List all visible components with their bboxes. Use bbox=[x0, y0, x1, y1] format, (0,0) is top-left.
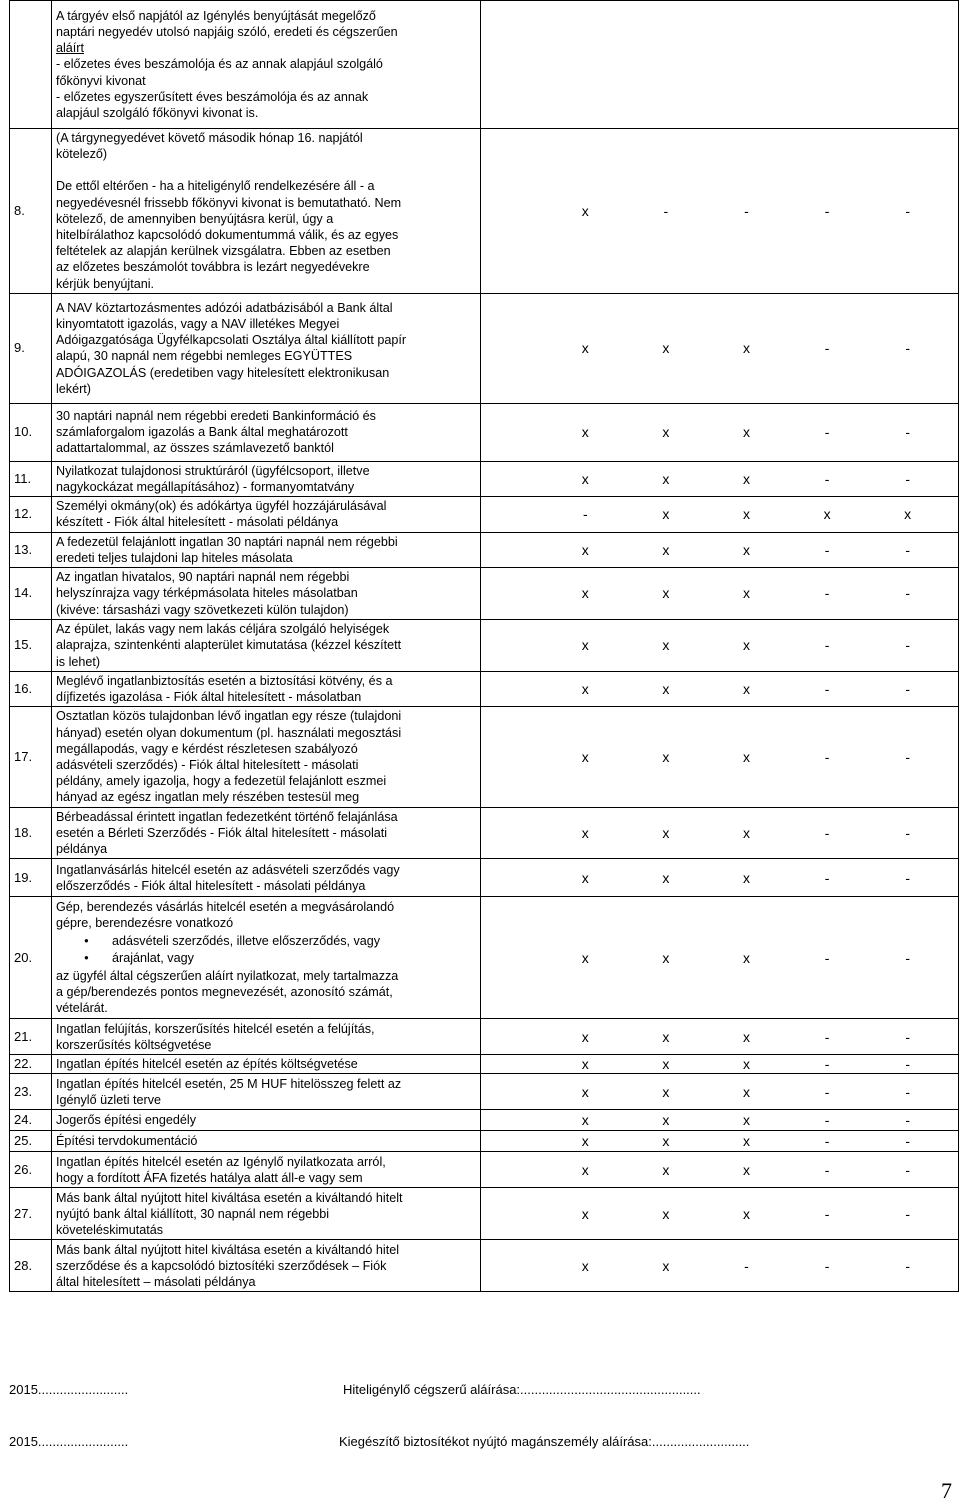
description-line: az ügyfél által cégszerűen aláírt nyilatkozat, mely tartalmazza bbox=[56, 968, 399, 983]
mark-cell: - bbox=[824, 1056, 830, 1073]
page-number: 7 bbox=[941, 1478, 952, 1503]
description-line: Meglévő ingatlanbiztosítás esetén a biztosítási kötvény, és a bbox=[56, 674, 393, 689]
mark-cell: x bbox=[742, 824, 750, 841]
row-description bbox=[52, 1188, 481, 1240]
row-number: 22. bbox=[10, 1055, 52, 1074]
mark-cell: x bbox=[742, 869, 750, 886]
mark-cell: - bbox=[905, 748, 910, 765]
description-line: Ingatlan felújítás, korszerűsítés hitelcél esetén a felújítás, bbox=[56, 1021, 375, 1036]
table-row bbox=[10, 532, 959, 567]
table-row bbox=[10, 707, 959, 807]
mark-cell: x bbox=[742, 340, 750, 357]
table-row bbox=[10, 497, 959, 532]
description-line: hányad az egész ingatlan mely részében testesül meg bbox=[56, 790, 360, 805]
mark-cell: - bbox=[824, 1112, 830, 1129]
mark-cell: - bbox=[824, 1083, 830, 1100]
description-line: helyszínrajza vagy térképmásolata hiteles másolatban bbox=[56, 586, 358, 601]
mark-cell: x bbox=[581, 1083, 589, 1100]
mark-cell: x bbox=[662, 1056, 670, 1073]
mark-cell: - bbox=[905, 1133, 910, 1150]
description-line: hányad) esetén olyan dokumentum (pl. használati megosztási bbox=[56, 725, 402, 740]
mark-cell: x bbox=[581, 1112, 589, 1129]
row-marks bbox=[481, 1055, 959, 1074]
mark-cell: x bbox=[662, 340, 670, 357]
row-description bbox=[52, 497, 481, 532]
row-number bbox=[10, 1, 52, 129]
mark-cell: x bbox=[581, 681, 589, 698]
row-number: 25. bbox=[10, 1131, 52, 1152]
mark-cell: x bbox=[581, 637, 589, 654]
mark-cell: - bbox=[824, 824, 830, 841]
table-row bbox=[10, 1240, 959, 1292]
table-row bbox=[10, 859, 959, 897]
row-marks bbox=[481, 461, 959, 496]
mark-cell: x bbox=[662, 1083, 670, 1100]
description-line: kötelező, de amennyiben benyújtásra kerül, úgy a bbox=[56, 211, 334, 226]
row-description bbox=[52, 1, 481, 129]
description-line: Nyilatkozat tulajdonosi struktúráról (ügyfélcsoport, illetve bbox=[56, 463, 370, 478]
mark-cell: - bbox=[824, 541, 830, 558]
row-number: 23. bbox=[10, 1074, 52, 1110]
description-line: Ingatlan építés hitelcél esetén az Igénylő nyilatkozata arról, bbox=[56, 1154, 386, 1169]
description-line: De ettől eltérően - ha a hiteligénylő rendelkezésére áll - a bbox=[56, 179, 375, 194]
mark-cell: - bbox=[582, 506, 588, 523]
description-line: Adóigazgatósága Ügyfélkapcsolati Osztálya által kiállított papír bbox=[56, 333, 407, 348]
description-line: vételárát. bbox=[56, 1001, 108, 1016]
row-number: 20. bbox=[10, 897, 52, 1019]
row-description bbox=[52, 620, 481, 672]
row-number: 19. bbox=[10, 859, 52, 897]
table-row bbox=[10, 403, 959, 461]
row-description bbox=[52, 1131, 481, 1152]
description-line: példány, amely igazolja, hogy a fedezetül felajánlott eszmei bbox=[56, 774, 387, 789]
mark-cell: x bbox=[742, 585, 750, 602]
description-line: kötelező) bbox=[56, 147, 108, 162]
mark-cell: x bbox=[662, 424, 670, 441]
description-line: Ingatlan építés hitelcél esetén, 25 M HUF hitelösszeg felett az bbox=[56, 1076, 402, 1091]
row-description bbox=[52, 403, 481, 461]
row-number: 14. bbox=[10, 568, 52, 620]
mark-cell: - bbox=[824, 1028, 830, 1045]
mark-cell: x bbox=[742, 1056, 750, 1073]
mark-cell: - bbox=[905, 949, 910, 966]
mark-cell: x bbox=[662, 1133, 670, 1150]
description-line: Más bank által nyújtott hitel kiváltása esetén a kiváltandó hitel bbox=[56, 1242, 400, 1257]
table-row bbox=[10, 897, 959, 1019]
mark-cell: x bbox=[662, 681, 670, 698]
bullet-list bbox=[96, 933, 476, 965]
mark-cell: x bbox=[662, 637, 670, 654]
mark-cell: x bbox=[742, 506, 750, 523]
mark-cell: x bbox=[742, 748, 750, 765]
table-row bbox=[10, 620, 959, 672]
row-description bbox=[52, 707, 481, 807]
mark-cell: - bbox=[824, 949, 830, 966]
row-number: 24. bbox=[10, 1110, 52, 1131]
mark-cell: x bbox=[581, 949, 589, 966]
table-row bbox=[10, 1019, 959, 1055]
mark-cell: - bbox=[905, 1257, 910, 1274]
row-marks bbox=[481, 1019, 959, 1055]
description-line: alapjául szolgáló főkönyvi kivonat is. bbox=[56, 106, 259, 120]
row-number: 18. bbox=[10, 807, 52, 859]
row-marks bbox=[481, 1152, 959, 1188]
document-table bbox=[9, 0, 959, 1292]
row-description bbox=[52, 1240, 481, 1292]
row-description bbox=[52, 1074, 481, 1110]
row-marks bbox=[481, 859, 959, 897]
description-line: eredeti teljes tulajdoni lap hiteles másolata bbox=[56, 550, 293, 565]
bullet-item: ● adásvételi szerződés, illetve előszerződés, vagy bbox=[96, 933, 476, 949]
description-line: számlaforgalom igazolás a Bank által meghatározott bbox=[56, 425, 348, 440]
mark-cell: - bbox=[824, 202, 830, 219]
row-marks bbox=[481, 1, 959, 129]
row-marks bbox=[481, 807, 959, 859]
mark-cell: x bbox=[742, 1083, 750, 1100]
description-line: Az épület, lakás vagy nem lakás céljára szolgáló helyiségek bbox=[56, 622, 390, 637]
row-number: 16. bbox=[10, 672, 52, 707]
row-number: 9. bbox=[10, 293, 52, 403]
description-line: által hitelesített – másolati példánya bbox=[56, 1275, 256, 1290]
mark-cell: - bbox=[905, 1161, 910, 1178]
description-line: példánya bbox=[56, 842, 108, 857]
row-marks bbox=[481, 1110, 959, 1131]
mark-cell: x bbox=[742, 637, 750, 654]
mark-cell: x bbox=[742, 681, 750, 698]
row-marks bbox=[481, 129, 959, 294]
row-number: 8. bbox=[10, 129, 52, 294]
mark-cell: x bbox=[662, 1161, 670, 1178]
mark-cell: x bbox=[662, 541, 670, 558]
mark-cell: - bbox=[824, 681, 830, 698]
description-line: alapú, 30 napnál nem régebbi nemleges EGYÜTTES bbox=[56, 349, 353, 364]
description-line: feltételek az alapján kerülnek vizsgálatra. Ebben az esetben bbox=[56, 244, 391, 259]
description-line: Gép, berendezés vásárlás hitelcél esetén a megvásárolandó bbox=[56, 900, 395, 915]
mark-cell: x bbox=[742, 541, 750, 558]
row-description bbox=[52, 897, 481, 1019]
description-line: Igénylő üzleti terve bbox=[56, 1092, 162, 1107]
table-row bbox=[10, 1055, 959, 1074]
mark-cell: x bbox=[581, 1028, 589, 1045]
mark-cell: x bbox=[581, 1056, 589, 1073]
description-line: Az ingatlan hivatalos, 90 naptári napnál nem régebbi bbox=[56, 570, 350, 585]
row-description bbox=[52, 532, 481, 567]
mark-cell: x bbox=[662, 1028, 670, 1045]
mark-cell: - bbox=[905, 1112, 910, 1129]
mark-cell: x bbox=[662, 824, 670, 841]
row-number: 27. bbox=[10, 1188, 52, 1240]
mark-cell: - bbox=[824, 869, 830, 886]
mark-cell: x bbox=[581, 824, 589, 841]
mark-cell: x bbox=[662, 1112, 670, 1129]
mark-cell: - bbox=[905, 340, 910, 357]
description-line: negyedévesnél frissebb főkönyvi kivonat is bemutatható. Nem bbox=[56, 195, 402, 210]
row-marks bbox=[481, 293, 959, 403]
row-description bbox=[52, 1019, 481, 1055]
row-marks bbox=[481, 707, 959, 807]
table-row bbox=[10, 1131, 959, 1152]
description-line: Más bank által nyújtott hitel kiváltása esetén a kiváltandó hitelt bbox=[56, 1190, 403, 1205]
footer-signature-applicant: Hiteligénylő cégszerű aláírása:.................................................. bbox=[343, 1382, 701, 1397]
mark-cell: x bbox=[662, 506, 670, 523]
table-row bbox=[10, 129, 959, 294]
description-line: nyújtó bank által kiállított, 30 napnál nem régebbi bbox=[56, 1206, 330, 1221]
mark-cell: - bbox=[905, 824, 910, 841]
description-line: - előzetes éves beszámolója és az annak alapjául szolgáló bbox=[56, 57, 383, 72]
mark-cell: x bbox=[742, 1112, 750, 1129]
mark-cell: x bbox=[662, 949, 670, 966]
footer-date-1: 2015......................... bbox=[9, 1382, 129, 1397]
description-line: Osztatlan közös tulajdonban lévő ingatlan egy része (tulajdoni bbox=[56, 709, 402, 724]
description-line: lekért) bbox=[56, 381, 91, 396]
description-line: díjfizetés igazolása - Fiók által hitelesített - másolatban bbox=[56, 690, 362, 705]
mark-cell: x bbox=[662, 585, 670, 602]
mark-cell: x bbox=[662, 869, 670, 886]
row-marks bbox=[481, 568, 959, 620]
description-line: korszerűsítés költségvetése bbox=[56, 1037, 212, 1052]
row-description bbox=[52, 672, 481, 707]
mark-cell: x bbox=[581, 1257, 589, 1274]
description-line: ADÓIGAZOLÁS (eredetiben vagy hitelesített elektronikusan bbox=[56, 365, 390, 380]
mark-cell: x bbox=[742, 1161, 750, 1178]
description-line bbox=[56, 162, 476, 178]
row-description bbox=[52, 807, 481, 859]
row-description bbox=[52, 1110, 481, 1131]
row-marks bbox=[481, 1240, 959, 1292]
description-line: Építési tervdokumentáció bbox=[56, 1134, 198, 1149]
mark-cell: - bbox=[824, 1257, 830, 1274]
description-line: - előzetes egyszerűsített éves beszámolója és az annak bbox=[56, 89, 369, 104]
mark-cell: x bbox=[581, 585, 589, 602]
row-marks bbox=[481, 497, 959, 532]
description-line: 30 naptári napnál nem régebbi eredeti Bankinformáció és bbox=[56, 409, 376, 424]
description-line: hitelbírálathoz kapcsolódó dokumentummá válik, és az egyes bbox=[56, 228, 399, 243]
mark-cell: - bbox=[905, 1205, 910, 1222]
description-line: Bérbeadással érintett ingatlan fedezetként történő felajánlása bbox=[56, 809, 398, 824]
row-marks bbox=[481, 403, 959, 461]
description-line: adattartalommal, az összes számlavezető banktól bbox=[56, 441, 334, 456]
table-row bbox=[10, 1074, 959, 1110]
mark-cell: - bbox=[824, 748, 830, 765]
mark-cell: x bbox=[742, 424, 750, 441]
row-number: 28. bbox=[10, 1240, 52, 1292]
mark-cell: x bbox=[662, 1205, 670, 1222]
description-line: adásvételi szerződés) - Fiók által hitelesített - másolati bbox=[56, 758, 359, 773]
row-description bbox=[52, 568, 481, 620]
mark-cell: x bbox=[581, 1133, 589, 1150]
mark-cell: x bbox=[742, 949, 750, 966]
mark-cell: x bbox=[662, 748, 670, 765]
description-line: Ingatlan építés hitelcél esetén az építés költségvetése bbox=[56, 1057, 358, 1072]
description-line: Személyi okmány(ok) és adókártya ügyfél hozzájárulásával bbox=[56, 499, 387, 514]
mark-cell: x bbox=[581, 470, 589, 487]
mark-cell: - bbox=[663, 202, 669, 219]
mark-cell: x bbox=[823, 506, 831, 523]
mark-cell: x bbox=[581, 1161, 589, 1178]
mark-cell: - bbox=[824, 585, 830, 602]
row-number: 15. bbox=[10, 620, 52, 672]
mark-cell: x bbox=[662, 470, 670, 487]
description-line: esetén a Bérleti Szerződés - Fiók által hitelesített - másolati bbox=[56, 825, 388, 840]
row-description bbox=[52, 293, 481, 403]
row-marks bbox=[481, 1131, 959, 1152]
row-number: 21. bbox=[10, 1019, 52, 1055]
description-line: készített - Fiók által hitelesített - másolati példánya bbox=[56, 515, 339, 530]
mark-cell: x bbox=[581, 748, 589, 765]
description-line: alaprajza, szintenkénti alapterület kimutatása (kézzel készített bbox=[56, 638, 402, 653]
table-row bbox=[10, 807, 959, 859]
row-number: 10. bbox=[10, 403, 52, 461]
description-line: A fedezetül felajánlott ingatlan 30 naptári napnál nem régebbi bbox=[56, 534, 398, 549]
description-line: aláírt bbox=[56, 41, 84, 56]
description-line: követeléskimutatás bbox=[56, 1223, 164, 1238]
description-line: (A tárgynegyedévet követő második hónap 16. napjától bbox=[56, 131, 363, 145]
row-description bbox=[52, 1055, 481, 1074]
mark-cell: - bbox=[824, 1205, 830, 1222]
table-row bbox=[10, 1110, 959, 1131]
table-row bbox=[10, 461, 959, 496]
description-line: az előzetes beszámolót továbbra is lezárt negyedévekre bbox=[56, 260, 370, 275]
table-row bbox=[10, 672, 959, 707]
table-row bbox=[10, 568, 959, 620]
mark-cell: - bbox=[905, 681, 910, 698]
mark-cell: - bbox=[905, 202, 910, 219]
description-line: Jogerős építési engedély bbox=[56, 1113, 197, 1128]
row-number: 12. bbox=[10, 497, 52, 532]
mark-cell: - bbox=[744, 1257, 749, 1274]
mark-cell: x bbox=[581, 340, 589, 357]
mark-cell: - bbox=[905, 1056, 910, 1073]
description-line: megállapodás, vagy e kérdést részletesen szabályozó bbox=[56, 741, 358, 756]
mark-cell: x bbox=[581, 202, 589, 219]
mark-cell: x bbox=[742, 1205, 750, 1222]
mark-cell: - bbox=[824, 637, 830, 654]
description-line: A tárgyév első napjától az Igénylés benyújtását megelőző bbox=[56, 8, 376, 23]
description-line: Ingatlanvásárlás hitelcél esetén az adásvételi szerződés vagy bbox=[56, 862, 400, 877]
row-description bbox=[52, 461, 481, 496]
row-marks bbox=[481, 897, 959, 1019]
bullet-item: ● árajánlat, vagy bbox=[96, 950, 476, 966]
description-line: A NAV köztartozásmentes adózói adatbázisából a Bank által bbox=[56, 300, 393, 315]
mark-cell: - bbox=[824, 424, 830, 441]
mark-cell: - bbox=[905, 1083, 910, 1100]
table-row bbox=[10, 1, 959, 129]
row-description bbox=[52, 1152, 481, 1188]
mark-cell: x bbox=[662, 1257, 670, 1274]
footer-signature-guarantor: Kiegészítő biztosítékot nyújtó magánszemély aláírása:........................... bbox=[339, 1434, 750, 1449]
row-number: 26. bbox=[10, 1152, 52, 1188]
table-row bbox=[10, 1188, 959, 1240]
row-number: 11. bbox=[10, 461, 52, 496]
description-line: gépre, berendezésre vonatkozó bbox=[56, 916, 234, 931]
mark-cell: - bbox=[905, 1028, 910, 1045]
row-marks bbox=[481, 532, 959, 567]
table-row bbox=[10, 293, 959, 403]
footer-date-2: 2015......................... bbox=[9, 1434, 129, 1449]
row-description bbox=[52, 129, 481, 294]
description-line: (kivéve: társasházi vagy szövetkezeti külön tulajdon) bbox=[56, 602, 349, 617]
mark-cell: x bbox=[742, 470, 750, 487]
description-line: kérjük benyújtani. bbox=[56, 276, 155, 291]
description-line: is lehet) bbox=[56, 654, 101, 669]
mark-cell: - bbox=[824, 470, 830, 487]
mark-cell: x bbox=[581, 869, 589, 886]
mark-cell: - bbox=[905, 424, 910, 441]
mark-cell: - bbox=[824, 1133, 830, 1150]
row-number: 17. bbox=[10, 707, 52, 807]
mark-cell: x bbox=[904, 506, 912, 523]
mark-cell: x bbox=[742, 1028, 750, 1045]
mark-cell: - bbox=[905, 585, 910, 602]
mark-cell: - bbox=[905, 470, 910, 487]
description-line: hogy a fordított ÁFA fizetés hatálya alatt áll-e vagy sem bbox=[56, 1170, 363, 1185]
row-marks bbox=[481, 1188, 959, 1240]
mark-cell: - bbox=[905, 541, 910, 558]
description-line: nagykockázat megállapításához) - formanyomtatvány bbox=[56, 480, 355, 495]
mark-cell: - bbox=[905, 869, 910, 886]
description-line: a gép/berendezés pontos megnevezését, azonosító számát, bbox=[56, 985, 393, 1000]
mark-cell: - bbox=[824, 340, 830, 357]
mark-cell: - bbox=[824, 1161, 830, 1178]
description-line: szerződése és a kapcsolódó biztosítéki szerződések – Fiók bbox=[56, 1258, 387, 1273]
description-line: naptári negyedév utolsó napjáig szóló, eredeti és cégszerűen bbox=[56, 24, 398, 39]
mark-cell: x bbox=[742, 1133, 750, 1150]
description-line: előszerződés - Fiók által hitelesített - másolati példánya bbox=[56, 878, 366, 893]
mark-cell: x bbox=[581, 1205, 589, 1222]
mark-cell: x bbox=[581, 424, 589, 441]
mark-cell: - bbox=[905, 637, 910, 654]
mark-cell: - bbox=[744, 202, 749, 219]
row-marks bbox=[481, 1074, 959, 1110]
mark-cell: x bbox=[581, 541, 589, 558]
description-line: főkönyvi kivonat bbox=[56, 73, 146, 88]
row-marks bbox=[481, 620, 959, 672]
row-marks bbox=[481, 672, 959, 707]
row-description bbox=[52, 859, 481, 897]
description-line: kinyomtatott igazolás, vagy a NAV illetékes Megyei bbox=[56, 316, 340, 331]
table-row bbox=[10, 1152, 959, 1188]
row-number: 13. bbox=[10, 532, 52, 567]
